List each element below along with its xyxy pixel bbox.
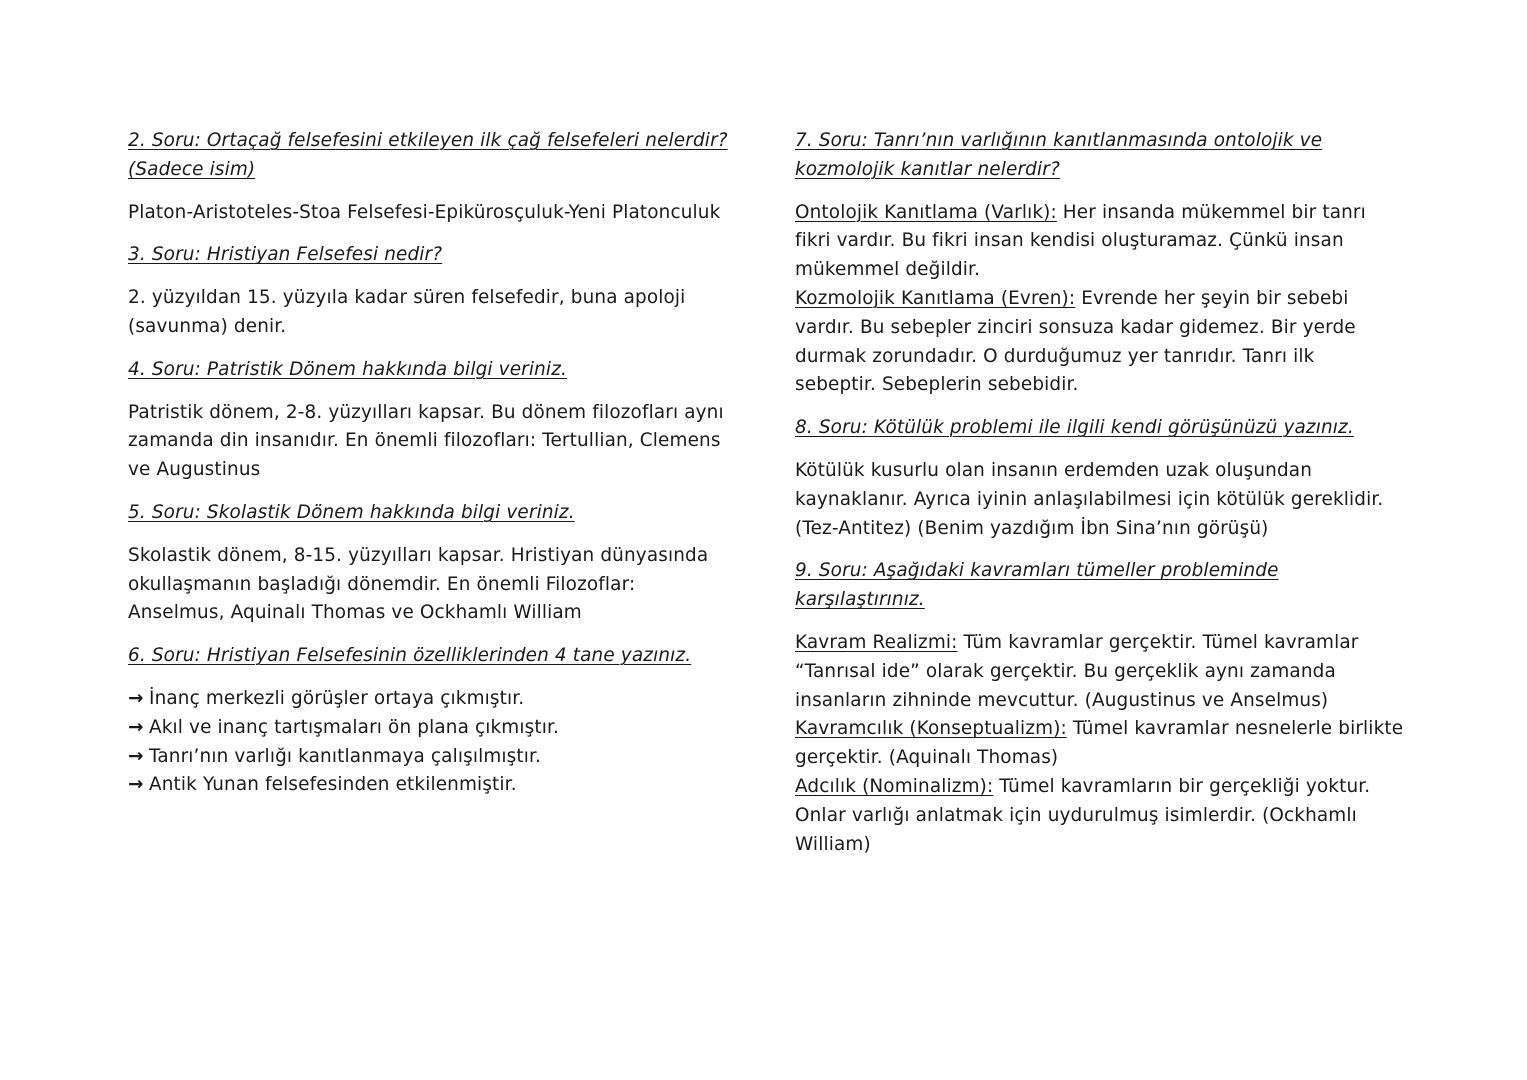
arrow-right-icon: →: [128, 774, 144, 796]
answer-3: 2. yüzyıldan 15. yüzyıla kadar süren felsefedir, buna apoloji (savunma) denir.: [128, 287, 686, 337]
question-2: 2. Soru: Ortaçağ felsefesini etkileyen ilk çağ felsefeleri nelerdir? (Sadece isim): [128, 130, 728, 180]
term-concept-realism: Kavram Realizmi:: [795, 631, 958, 653]
list-item-text: İnanç merkezli görüşler ortaya çıkmıştır.: [149, 687, 525, 709]
question-7: 7. Soru: Tanrı’nın varlığının kanıtlanmasında ontolojik ve kozmolojik kanıtlar nelerdir?: [795, 130, 1323, 180]
answer-9: [795, 629, 1435, 859]
answer-2: Platon-Aristoteles-Stoa Felsefesi-Epikürosçuluk-Yeni Platonculuk: [128, 201, 721, 223]
list-item-text: Antik Yunan felsefesinden etkilenmiştir.: [149, 774, 517, 796]
definition-concept-realism: Tüm kavramlar gerçektir. Tümel kavramlar “Tanrısal ide” olarak gerçektir. Bu gerçeklik aynı zamanda insanların zihninde mevcuttur. (Augustinus ve Anselmus): [795, 631, 1359, 711]
term-cosmological: Kozmolojik Kanıtlama (Evren):: [795, 287, 1076, 309]
arrow-right-icon: →: [128, 745, 144, 767]
arrow-right-icon: →: [128, 716, 144, 738]
right-column: [795, 127, 1435, 859]
arrow-right-icon: →: [128, 687, 144, 709]
answer-7: [795, 199, 1435, 401]
question-6: 6. Soru: Hristiyan Felsefesinin özelliklerinden 4 tane yazınız.: [128, 645, 692, 667]
list-item: [128, 743, 753, 772]
definition-nominalism: Tümel kavramların bir gerçekliği yoktur. Onlar varlığı anlatmak için uydurulmuş isimlerdir. (Ockhamlı William): [795, 775, 1371, 855]
list-item-text: Akıl ve inanç tartışmaları ön plana çıkmıştır.: [149, 716, 560, 738]
definition-ontological: Her insanda mükemmel bir tanrı fikri vardır. Bu fikri insan kendisi oluşturamaz. Çünkü insan mükemmel değildir.: [795, 201, 1366, 281]
term-conceptualism: Kavramcılık (Konseptualizm):: [795, 718, 1067, 740]
term-ontological: Ontolojik Kanıtlama (Varlık):: [795, 201, 1057, 223]
question-9: 9. Soru: Aşağıdaki kavramları tümeller probleminde karşılaştırınız.: [795, 560, 1279, 611]
term-nominalism: Adcılık (Nominalizm):: [795, 775, 994, 797]
question-3: 3. Soru: Hristiyan Felsefesi nedir?: [128, 244, 443, 266]
list-item-text: Tanrı’nın varlığı kanıtlanmaya çalışılmıştır.: [149, 745, 542, 767]
question-5: 5. Soru: Skolastik Dönem hakkında bilgi veriniz.: [128, 501, 575, 523]
question-8: 8. Soru: Kötülük problemi ile ilgili kendi görüşünüzü yazınız.: [795, 417, 1354, 439]
left-column: [128, 127, 753, 800]
list-item: [128, 685, 753, 714]
features-list: [128, 685, 753, 800]
definition-cosmological: Evrende her şeyin bir sebebi vardır. Bu sebepler zinciri sonsuza kadar gidemez. Bir yerde durmak zorundadır. O durduğumuz yer tanrıdır. Tanrı ilk sebeptir. Sebeplerin sebebidir.: [795, 287, 1356, 396]
question-4: 4. Soru: Patristik Dönem hakkında bilgi veriniz.: [128, 358, 567, 380]
answer-5: Skolastik dönem, 8-15. yüzyılları kapsar. Hristiyan dünyasında okullaşmanın başladığı dönemdir. En önemli Filozoflar: Anselmus, Aquinalı Thomas ve Ockhamlı William: [128, 544, 709, 624]
list-item: [128, 771, 753, 800]
definition-conceptualism: Tümel kavramlar nesnelerle birlikte gerçektir. (Aquinalı Thomas): [795, 718, 1404, 769]
list-item: [128, 714, 753, 743]
answer-8: Kötülük kusurlu olan insanın erdemden uzak oluşundan kaynaklanır. Ayrıca iyinin anlaşılabilmesi için kötülük gereklidir. (Tez-Antitez) (Benim yazdığım İbn Sina’nın görüşü): [795, 459, 1384, 539]
answer-4: Patristik dönem, 2-8. yüzyılları kapsar. Bu dönem filozofları aynı zamanda din insanıdır. En önemli filozofları: Tertullian, Clemens ve Augustinus: [128, 401, 724, 481]
